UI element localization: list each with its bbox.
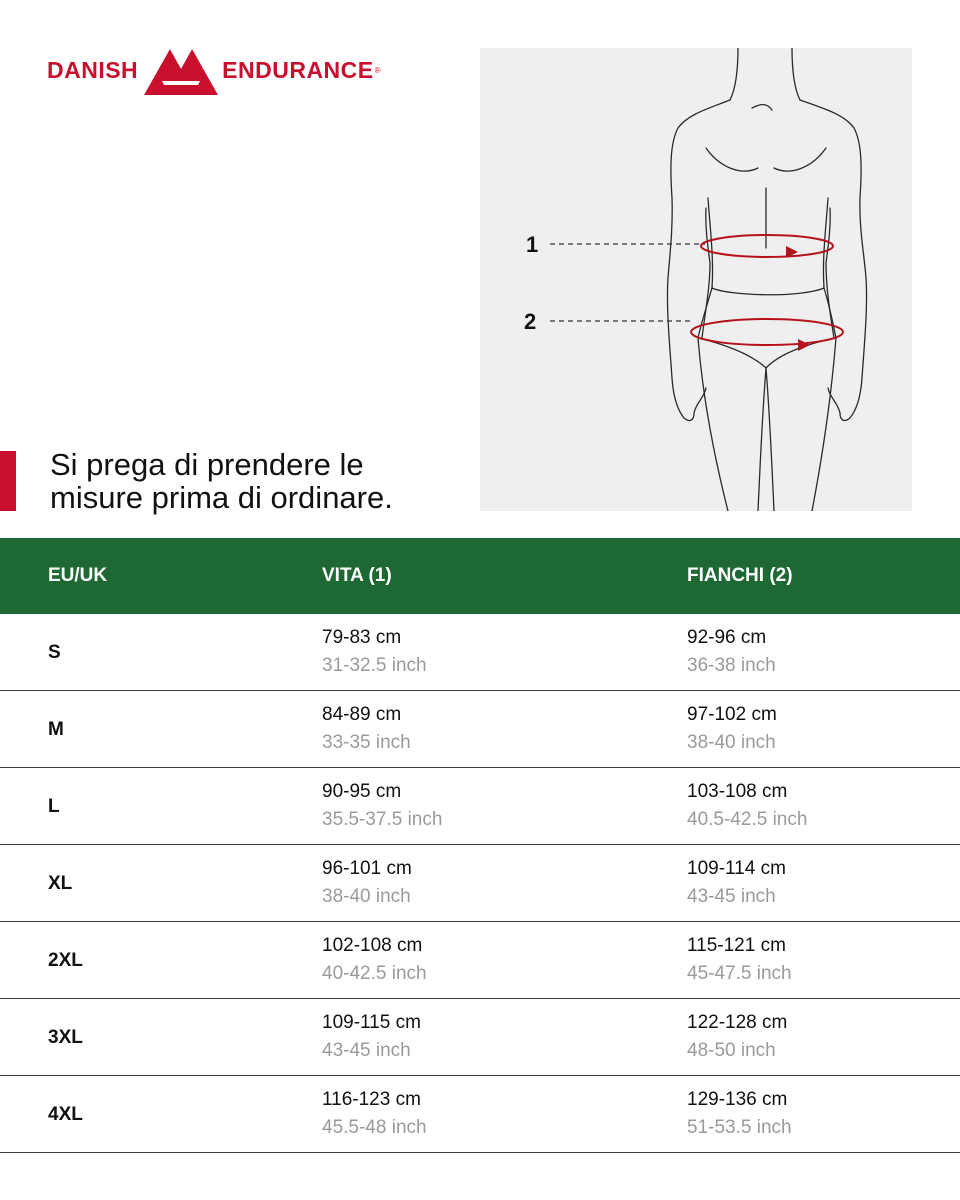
table-row (0, 845, 960, 922)
hips-cell (687, 855, 786, 911)
waist-cm: 96-101 cm (322, 858, 412, 879)
waist-cell (322, 701, 411, 757)
instruction-line-1: Si prega di prendere le (50, 447, 364, 482)
registered-mark: ® (374, 65, 381, 75)
hips-cm: 122-128 cm (687, 1012, 788, 1033)
table-row (0, 614, 960, 691)
hips-cm: 115-121 cm (687, 935, 786, 956)
waist-inch: 40-42.5 inch (322, 963, 427, 984)
mountain-logo-icon (144, 45, 218, 95)
hips-cm: 103-108 cm (687, 781, 788, 802)
size-label: 2XL (48, 950, 83, 971)
hips-inch: 40.5-42.5 inch (687, 809, 808, 830)
size-label: 3XL (48, 1027, 83, 1048)
hips-cell (687, 932, 792, 988)
hips-cm: 97-102 cm (687, 704, 777, 725)
hips-inch: 51-53.5 inch (687, 1117, 792, 1138)
waist-inch: 33-35 inch (322, 732, 411, 753)
size-label: L (48, 796, 60, 817)
waist-cm: 116-123 cm (322, 1089, 421, 1110)
hips-inch: 45-47.5 inch (687, 963, 792, 984)
waist-cm: 79-83 cm (322, 627, 402, 648)
size-label: XL (48, 873, 73, 894)
waist-cell (322, 624, 427, 680)
waist-inch: 35.5-37.5 inch (322, 809, 443, 830)
waist-inch: 38-40 inch (322, 886, 411, 907)
table-row (0, 691, 960, 768)
hips-inch: 38-40 inch (687, 732, 776, 753)
measurement-figure (480, 48, 912, 511)
hips-cell (687, 778, 807, 834)
marker-1-label: 1 (526, 232, 539, 257)
waist-cell (322, 1086, 427, 1142)
hips-cm: 92-96 cm (687, 627, 767, 648)
waist-cell (322, 778, 442, 834)
size-label: 4XL (48, 1104, 83, 1125)
table-row (0, 768, 960, 845)
body-outline-illustration (480, 48, 912, 511)
hips-inch: 36-38 inch (687, 655, 776, 676)
waist-cm: 84-89 cm (322, 704, 402, 725)
waist-cm: 90-95 cm (322, 781, 402, 802)
hip-measurement-line (550, 319, 843, 351)
size-label: M (48, 719, 64, 740)
marker-2-label: 2 (524, 309, 537, 334)
hips-inch: 48-50 inch (687, 1040, 776, 1061)
hips-cell (687, 1086, 792, 1142)
brand-name-right: ENDURANCE (222, 56, 374, 83)
header-size: EU/UK (48, 565, 108, 586)
hips-cell (687, 701, 777, 757)
table-row (0, 922, 960, 999)
hips-inch: 43-45 inch (687, 886, 776, 907)
size-label: S (48, 642, 61, 663)
table-row (0, 1076, 960, 1153)
waist-inch: 43-45 inch (322, 1040, 411, 1061)
hips-cm: 129-136 cm (687, 1089, 788, 1110)
instruction-text (50, 448, 470, 514)
hips-cell (687, 624, 776, 680)
waist-cell (322, 1009, 421, 1065)
waist-measurement-line (550, 235, 833, 258)
waist-inch: 45.5-48 inch (322, 1117, 427, 1138)
waist-cm: 102-108 cm (322, 935, 423, 956)
accent-bar (0, 451, 16, 511)
waist-cell (322, 855, 412, 911)
header-waist: VITA (1) (322, 565, 392, 586)
hips-cell (687, 1009, 787, 1065)
hips-cm: 109-114 cm (687, 858, 786, 879)
table-row (0, 999, 960, 1076)
size-table-body (0, 614, 960, 1153)
header-hips: FIANCHI (2) (687, 565, 793, 586)
brand-name-left: DANISH (47, 56, 139, 83)
size-table-header (0, 538, 960, 614)
waist-inch: 31-32.5 inch (322, 655, 427, 676)
instruction-line-2: misure prima di ordinare. (50, 480, 393, 515)
waist-cm: 109-115 cm (322, 1012, 421, 1033)
brand-logo (47, 44, 381, 96)
waist-cell (322, 932, 427, 988)
